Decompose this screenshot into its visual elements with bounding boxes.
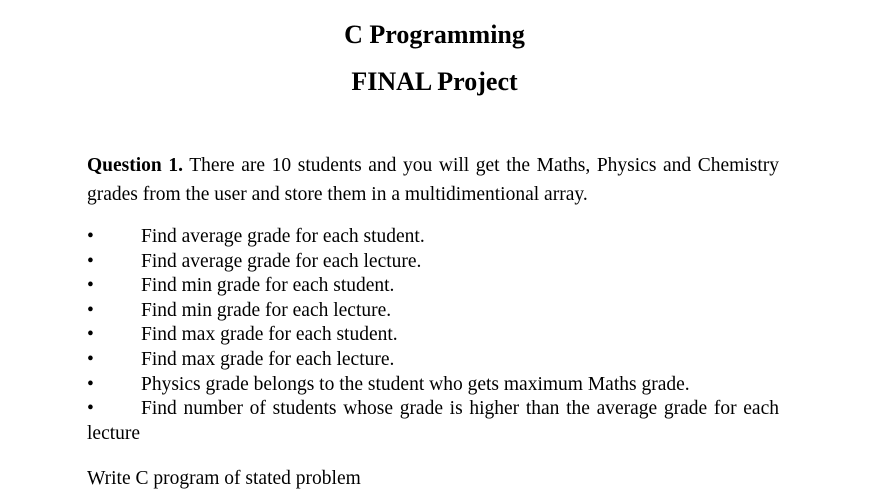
task-item [87, 373, 779, 398]
project-title: FINAL Project [351, 67, 518, 96]
course-title: C Programming [344, 20, 525, 49]
bullet-icon: • [87, 398, 94, 420]
bullet-icon: • [87, 324, 94, 346]
task-text: Find min grade for each lecture. [141, 299, 392, 321]
task-item [87, 274, 779, 299]
bullet-icon: • [87, 373, 94, 395]
question-paragraph [87, 151, 779, 209]
task-text: Find average grade for each student. [141, 226, 425, 247]
bullet-icon: • [87, 299, 94, 321]
task-item [87, 348, 779, 373]
bullet-icon: • [87, 275, 94, 297]
bullet-icon: • [87, 226, 94, 247]
bullet-icon: • [87, 348, 94, 370]
task-item [87, 397, 779, 446]
task-text: Find min grade for each student. [141, 275, 395, 297]
question-label: Question 1. [87, 155, 183, 176]
task-item [87, 225, 779, 250]
task-text: Find max grade for each student. [141, 324, 398, 346]
task-item [87, 250, 779, 275]
task-text: Find average grade for each lecture. [141, 250, 422, 272]
task-list [87, 225, 779, 446]
task-item [87, 323, 779, 348]
task-text: Find max grade for each lecture. [141, 348, 395, 370]
task-text: Find number of students whose grade is higher than the average grade for each lecture [87, 398, 779, 444]
bullet-icon: • [87, 250, 94, 272]
question-text: There are 10 students and you will get the Maths, Physics and Chemistry grades from the user and store them in a multidimentional array. [87, 155, 780, 205]
task-text: Physics grade belongs to the student who gets maximum Maths grade. [141, 373, 690, 395]
task-item [87, 299, 779, 324]
closing-instruction: Write C program of stated problem [87, 468, 361, 489]
